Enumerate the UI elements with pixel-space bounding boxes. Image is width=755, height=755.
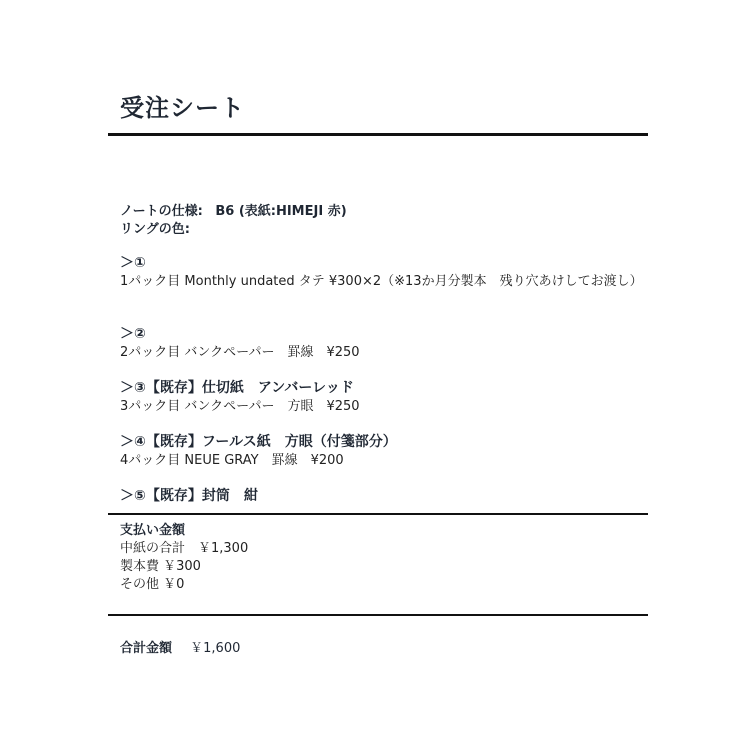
pack-heading: ＞① bbox=[120, 255, 146, 271]
pack-heading: ＞② bbox=[120, 326, 146, 342]
notebook-spec-label: ノートの仕様: bbox=[120, 204, 203, 219]
pack-section-2 bbox=[120, 325, 640, 362]
pack-heading: ＞③【既存】仕切紙 アンバーレッド bbox=[120, 380, 354, 396]
payment-block bbox=[120, 522, 248, 594]
payment-heading: 支払い金額 bbox=[120, 523, 186, 538]
title-divider bbox=[108, 133, 648, 136]
pack-detail: 1パック目 Monthly undated タテ ¥300×2（※13か月分製本 残り穴あけしてお渡し） bbox=[120, 274, 643, 289]
ring-color-spec bbox=[120, 218, 190, 237]
total-value: ￥1,600 bbox=[190, 641, 241, 656]
pack-section-5 bbox=[120, 487, 640, 505]
pack-section-3 bbox=[120, 379, 640, 416]
pack-detail: 4パック目 NEUE GRAY 罫線 ¥200 bbox=[120, 453, 344, 468]
payment-line-paper: 中紙の合計 ￥1,300 bbox=[120, 541, 249, 556]
page-title: 受注シート bbox=[120, 94, 245, 122]
pack-section-4 bbox=[120, 433, 640, 470]
payment-divider bbox=[108, 513, 648, 515]
pack-heading: ＞④【既存】フールス紙 方眼（付箋部分） bbox=[120, 434, 397, 450]
total-amount bbox=[120, 637, 240, 656]
pack-detail: 2パック目 バンクペーパー 罫線 ¥250 bbox=[120, 345, 360, 360]
ring-color-label: リングの色: bbox=[120, 222, 190, 237]
total-label: 合計金額 bbox=[120, 641, 173, 656]
notebook-spec-value: B6 (表紙:HIMEJI 赤) bbox=[215, 204, 347, 219]
notebook-spec bbox=[120, 200, 347, 219]
payment-line-other: その他 ￥0 bbox=[120, 577, 185, 592]
pack-heading: ＞⑤【既存】封筒 紺 bbox=[120, 488, 258, 504]
total-divider bbox=[108, 614, 648, 616]
pack-section-1 bbox=[120, 254, 643, 291]
pack-detail: 3パック目 バンクペーパー 方眼 ¥250 bbox=[120, 399, 360, 414]
payment-line-binding: 製本費 ￥300 bbox=[120, 559, 201, 574]
